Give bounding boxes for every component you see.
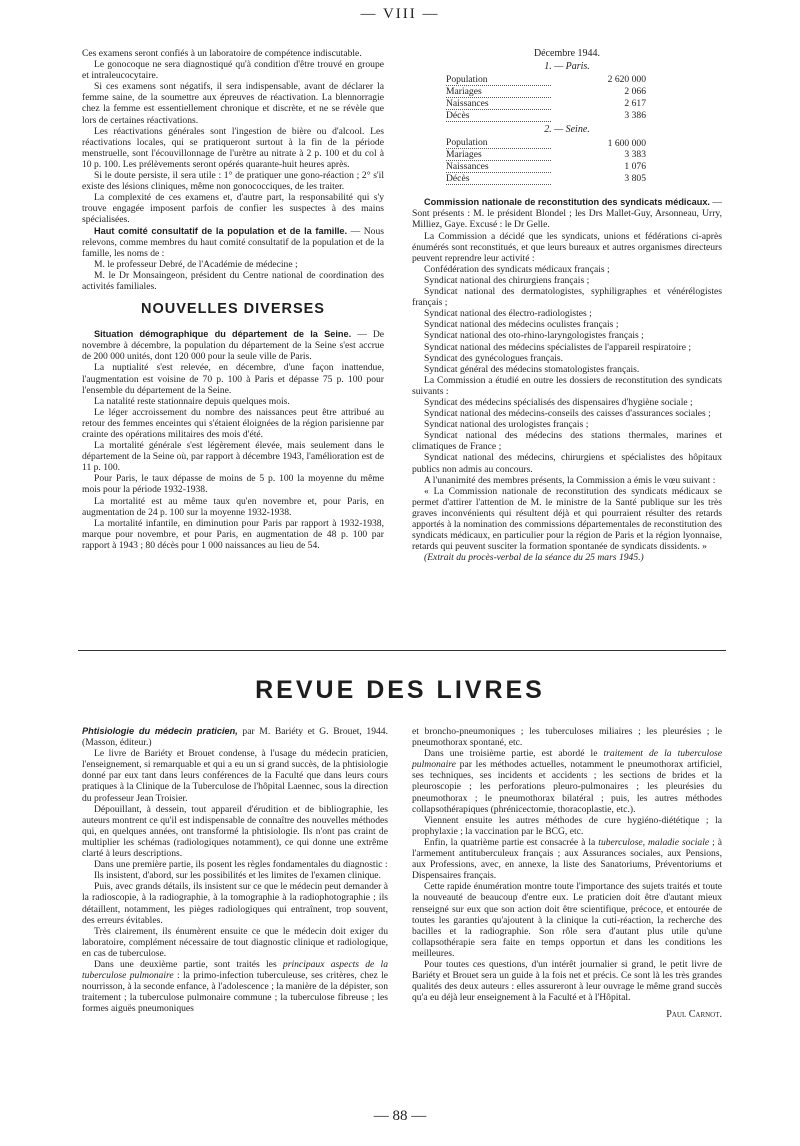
paragraph bbox=[82, 959, 388, 1014]
stat-label: Population bbox=[446, 137, 551, 149]
run-in-heading: Commission nationale de reconstitution des syndicats médicaux. bbox=[424, 197, 710, 208]
paragraph: La Commission a décidé que les syndicats, unions et fédérations ci-après énumérés sont reconstitués, et que leurs bureaux et autres organismes directeurs peuvent reprendre leur activité : bbox=[412, 230, 722, 264]
book-authors: par M. Bariéty et G. Brouet, 1944. (Masson, éditeur.) bbox=[82, 726, 388, 749]
list-item: Syndicat national des médecins, chirurgiens et spécialistes des hôpitaux publics non admis au concours. bbox=[412, 452, 722, 475]
paragraph bbox=[412, 197, 722, 230]
paragraph: « La Commission nationale de reconstitution des syndicats médicaux se permet d'attirer l'attention de M. le ministre de la Santé publique sur les très graves inconvénients qui résultent déjà et qui pourraient résulter des retards apportés à la nomination des commissions départementales de reconstitution des syndicats médicaux, en particulier pour la région de Paris et la région lyonnaise, retards qui peuvent susciter la formation spontanée de syndicats dissidents. » bbox=[412, 485, 722, 553]
stat-value: 3 383 bbox=[624, 149, 646, 161]
paragraph: A l'unanimité des membres présents, la Commission a émis le vœu suivant : bbox=[424, 474, 716, 486]
column-right-top bbox=[412, 48, 722, 563]
stat-label: Décès bbox=[446, 110, 551, 122]
stats-table-paris bbox=[446, 74, 646, 122]
paragraph: Ils insistent, d'abord, sur les possibilités et les limites de l'examen clinique. bbox=[94, 870, 381, 882]
paragraph: et broncho-pneumoniques ; les tuberculoses miliaires ; les pleurésies ; le pneumothorax spontané, etc. bbox=[412, 726, 722, 749]
page-number: — 88 — bbox=[373, 1108, 427, 1124]
paragraph-text: Dans une deuxième partie, sont traités les bbox=[94, 958, 283, 970]
list-item: Syndicat national des urologistes français ; bbox=[424, 419, 589, 431]
paragraph: Si le doute persiste, il sera utile : 1° de pratiquer une gono-réaction ; 2° s'il existe des lésions cliniques, même non gonococciques, de les traiter. bbox=[82, 170, 384, 193]
paragraph: La nuptialité s'est relevée, en décembre, d'une façon inattendue, l'augmentation est voisine de 70 p. 100 à Paris et dépasse 75 p. 100 pour l'ensemble du département de la Seine. bbox=[82, 362, 384, 396]
emphasis: principaux aspects de la tuberculose pulmonaire bbox=[82, 958, 388, 982]
paragraph: Viennent ensuite les autres méthodes de cure hygiéno-diététique ; la prophylaxie ; la vaccination par le BCG, etc. bbox=[412, 814, 722, 837]
paragraph: (Extrait du procès-verbal de la séance du 25 mars 1945.) bbox=[424, 552, 644, 564]
paragraph-text: — Nous relevons, comme membres du haut comité consultatif de la population et de la famille, les noms de : bbox=[82, 225, 384, 259]
paragraph: Le livre de Bariéty et Brouet condense, à l'usage du médecin praticien, l'enseignement, si remarquable et qui a eu un si grand succès, de la phtisiologie donné par eux tant dans leurs conférences de la Faculté que dans leurs cours pratiques à la Clinique de la Tuberculose de l'hôpital Laennec, sous la direction du professeur Jean Troisier. bbox=[82, 748, 388, 804]
paragraph: Dans une première partie, ils posent les règles fondamentales du diagnostic : bbox=[94, 859, 388, 871]
paragraph-text: Enfin, la quatrième partie est consacrée à la bbox=[424, 836, 599, 848]
list-item: Syndicat des médecins spécialisés des dispensaires d'hygiène sociale ; bbox=[424, 396, 693, 408]
paragraph: M. le Dr Monsaingeon, président du Centre national de coordination des activités familiales. bbox=[82, 269, 384, 292]
table-row bbox=[446, 110, 646, 122]
paragraph bbox=[82, 226, 384, 259]
emphasis: traitement de la tuberculose pulmonaire bbox=[412, 748, 722, 771]
table-row bbox=[446, 86, 646, 98]
paragraph: Pour Paris, le taux dépasse de moins de 5 p. 100 la moyenne du même mois pour la période 1932-1938. bbox=[82, 473, 384, 496]
stats-subtitle-seine: 2. — Seine. bbox=[544, 124, 590, 136]
paragraph: Très clairement, ils énumèrent ensuite ce que le médecin doit exiger du laboratoire, complément nécessaire de tout diagnostic clinique et radiologique, en cas de tuberculose. bbox=[82, 925, 388, 959]
paragraph: La complexité de ces examens et, d'autre part, la responsabilité qui s'y trouve engagée imposent parfois de confier les suspectes à des mains spécialisées. bbox=[82, 192, 384, 226]
review-title: REVUE DES LIVRES bbox=[255, 676, 545, 704]
paragraph-text: par les méthodes actuelles, notamment le pneumothorax artificiel, ses techniques, ses incidents et accidents ; les sections de brides et la pleuroscopie ; les perforations pleuro-pulmonaires ; les pleurésies du pneumothorax ; le pneumothorax bilatéral ; puis, les autres méthodes collapsothérapiques (phrénicectomie, thoracoplastie, etc.). bbox=[412, 759, 722, 815]
section-title: NOUVELLES DIVERSES bbox=[141, 301, 325, 318]
stats-title: Décembre 1944. bbox=[533, 48, 601, 59]
table-row bbox=[446, 98, 646, 110]
stat-label: Naissances bbox=[446, 161, 551, 173]
list-item: Syndicat des gynécologues français. bbox=[424, 352, 564, 364]
paragraph: Cette rapide énumération montre toute l'importance des sujets traités et toute la nouveauté de beaucoup d'entre eux. Le praticien doit être d'autant mieux renseigné sur eux que son action doit être scientifique, précoce, et entourée de toutes les garanties qu'ajoutent à la clinique la cuti-réaction, la recherche des bacilles et la radiographie. Son rôle sera d'autant plus utile qu'une collapsothérapie sera faite en temps opportun et dans les conditions les meilleures. bbox=[412, 881, 722, 959]
column-right-bottom bbox=[412, 726, 722, 1020]
stats-table-seine bbox=[446, 137, 646, 185]
stat-label: Mariages bbox=[446, 149, 551, 161]
paragraph: La natalité reste stationnaire depuis quelques mois. bbox=[94, 395, 290, 407]
list-item: Confédération des syndicats médicaux français ; bbox=[424, 263, 610, 275]
stat-value: 3 805 bbox=[624, 173, 646, 185]
list-item: Syndicat national des médecins oculistes français ; bbox=[424, 319, 619, 331]
list-item: Syndicat national des médecins spécialistes de l'appareil respiratoire ; bbox=[424, 341, 692, 353]
run-in-heading: Haut comité consultatif de la population et de la famille. bbox=[94, 225, 348, 236]
stat-value: 2 066 bbox=[624, 86, 646, 98]
paragraph: Si ces examens sont négatifs, il sera indispensable, avant de déclarer la femme saine, de la soumettre aux épreuves de réactivation. La blennorragie chez la femme est essentiellement chronique et discrète, et ne se révèle que lors de certaines réactivations. bbox=[82, 81, 384, 126]
paragraph-text: ; à l'armement antituberculeux français ; aux Assurances sociales, aux Pensions, aux Professions, avec, en annexe, la liste des Sanatoriums, Préventoriums et Dispensaires français. bbox=[412, 836, 722, 882]
column-left-top bbox=[82, 48, 384, 551]
paragraph bbox=[412, 748, 722, 815]
table-row bbox=[446, 74, 646, 86]
paragraph: Dépouillant, à dessein, tout appareil d'érudition et de bibliographie, les auteurs montrent ce qu'il est indispensable de connaître des nouvelles méthodes qui, en quelques années, ont transformé la phtisiologie. Ils n'ont pas craint de multiplier les schémas (radiologiques notamment), ce qui donne une extrême clarté à leurs descriptions. bbox=[82, 803, 388, 860]
stat-label: Naissances bbox=[446, 98, 551, 110]
table-row bbox=[446, 137, 646, 149]
stat-label: Décès bbox=[446, 173, 551, 185]
paragraph-text: Dans une troisième partie, est abordé le bbox=[424, 748, 604, 760]
book-title: Phtisiologie du médecin praticien, bbox=[82, 726, 238, 736]
table-row bbox=[446, 173, 646, 185]
list-item: Syndicat national des médecins des stations thermales, marines et climatiques de France ; bbox=[412, 430, 722, 453]
paragraph: La mortalité générale s'est légèrement élevée, mais seulement dans le département de la Seine où, par rapport à décembre 1943, l'amélioration est de 11 p. 100. bbox=[82, 440, 384, 474]
list-item: Syndicat national des dermatologistes, syphiligraphes et vénérélogistes français ; bbox=[412, 286, 722, 309]
review-signature: Paul Carnot. bbox=[666, 1009, 722, 1021]
list-item: Syndicat national des chirurgiens français ; bbox=[424, 274, 590, 286]
table-row bbox=[446, 149, 646, 161]
paragraph-text: : la primo-infection tuberculeuse, ses critères, chez le nourrisson, à la seconde enfance, à l'adolescence ; la manière de la dépister, son traitement ; la tuberculose pulmonaire commune ; la tuberculose fibreuse ; les formes aiguës pneumoniques bbox=[82, 970, 388, 1015]
paragraph: La Commission a étudié en outre les dossiers de reconstitution des syndicats suivants : bbox=[412, 374, 722, 397]
paragraph-text: — Sont présents : M. le président Blondel ; les Drs Mallet-Guy, Arsonneau, Urry, Milliez, Gaye. Excusé : le Dr Gelle. bbox=[412, 197, 722, 231]
paragraph: Le gonocoque ne sera diagnostiqué qu'à condition d'être trouvé en groupe et intraleucocytaire. bbox=[82, 59, 384, 82]
section-divider bbox=[78, 650, 726, 651]
paragraph: Les réactivations générales sont l'ingestion de bière ou d'alcool. Les réactivations locales, qui se pratiqueront surtout à la fin de la période menstruelle, sont l'écouvillonnage de l'urètre au nitrate à 2 p. 100 et du col à 10 p. 100. Les prélèvements seront opérés quarante-huit heures après. bbox=[82, 125, 384, 170]
paragraph: M. le professeur Debré, de l'Académie de médecine ; bbox=[94, 258, 298, 270]
paragraph: Pour toutes ces questions, d'un intérêt journalier si grand, le petit livre de Bariéty et Brouet sera un guide à la fois net et précis. Ce sont là les très grandes qualités des deux auteurs : elles assureront à leur ouvrage le même grand succès qu'a eu déjà leur enseignement à la Faculté et à l'Hôpital. bbox=[412, 958, 722, 1004]
table-row bbox=[446, 161, 646, 173]
paragraph: Ces examens seront confiés à un laboratoire de compétence indiscutable. bbox=[82, 48, 362, 59]
run-in-heading: Situation démographique du département de la Seine. bbox=[94, 329, 352, 340]
list-item: Syndicat national des oto-rhino-laryngologistes français ; bbox=[424, 330, 644, 342]
column-left-bottom bbox=[82, 726, 388, 1014]
paragraph: La mortalité infantile, en diminution pour Paris par rapport à 1932-1938, marque pour novembre, et pour Paris, en augmentation de 48 p. 100 par rapport à 1943 ; 80 décès pour 1 000 naissances au lieu de 54. bbox=[82, 517, 384, 551]
stat-value: 2 620 000 bbox=[607, 74, 646, 86]
list-item: Syndicat national des électro-radiologistes ; bbox=[424, 308, 592, 320]
list-item: Syndicat national des médecins-conseils des caisses d'assurances sociales ; bbox=[424, 408, 711, 420]
paragraph: La mortalité est au même taux qu'en novembre et, pour Paris, en augmentation de 24 p. 100 sur la moyenne 1932-1938. bbox=[82, 495, 384, 518]
stat-value: 1 076 bbox=[624, 161, 646, 173]
page-header-roman: — VIII — bbox=[360, 6, 440, 22]
stat-label: Mariages bbox=[446, 86, 551, 98]
stat-value: 1 600 000 bbox=[607, 137, 646, 149]
paragraph bbox=[412, 837, 722, 881]
paragraph-text: — De novembre à décembre, la population du département de la Seine s'est accrue de 200 000 unités, dont 120 000 pour la seule ville de Paris. bbox=[82, 329, 385, 363]
stat-value: 2 617 bbox=[624, 98, 646, 110]
stat-value: 3 386 bbox=[624, 110, 646, 122]
list-item: Syndicat général des médecins stomatologistes français. bbox=[424, 363, 640, 375]
paragraph: Puis, avec grands détails, ils insistent sur ce que le médecin peut demander à la radioscopie, à la radiographie, à la tomographie à la radiophotographie ; ils détaillent, notamment, les pièges radiologiques qui entraînent, trop souvent, des erreurs évitables. bbox=[82, 881, 388, 926]
paragraph: Le léger accroissement du nombre des naissances peut être attribué au retour des femmes enceintes qui s'étaient éloignées de la région parisienne par crainte des opérations militaires des mois d'été. bbox=[82, 406, 384, 440]
emphasis: tuberculose, maladie sociale bbox=[598, 836, 710, 848]
stats-subtitle-paris: 1. — Paris. bbox=[544, 61, 590, 73]
paragraph bbox=[82, 726, 388, 748]
stat-label: Population bbox=[446, 74, 551, 86]
paragraph bbox=[82, 329, 384, 362]
